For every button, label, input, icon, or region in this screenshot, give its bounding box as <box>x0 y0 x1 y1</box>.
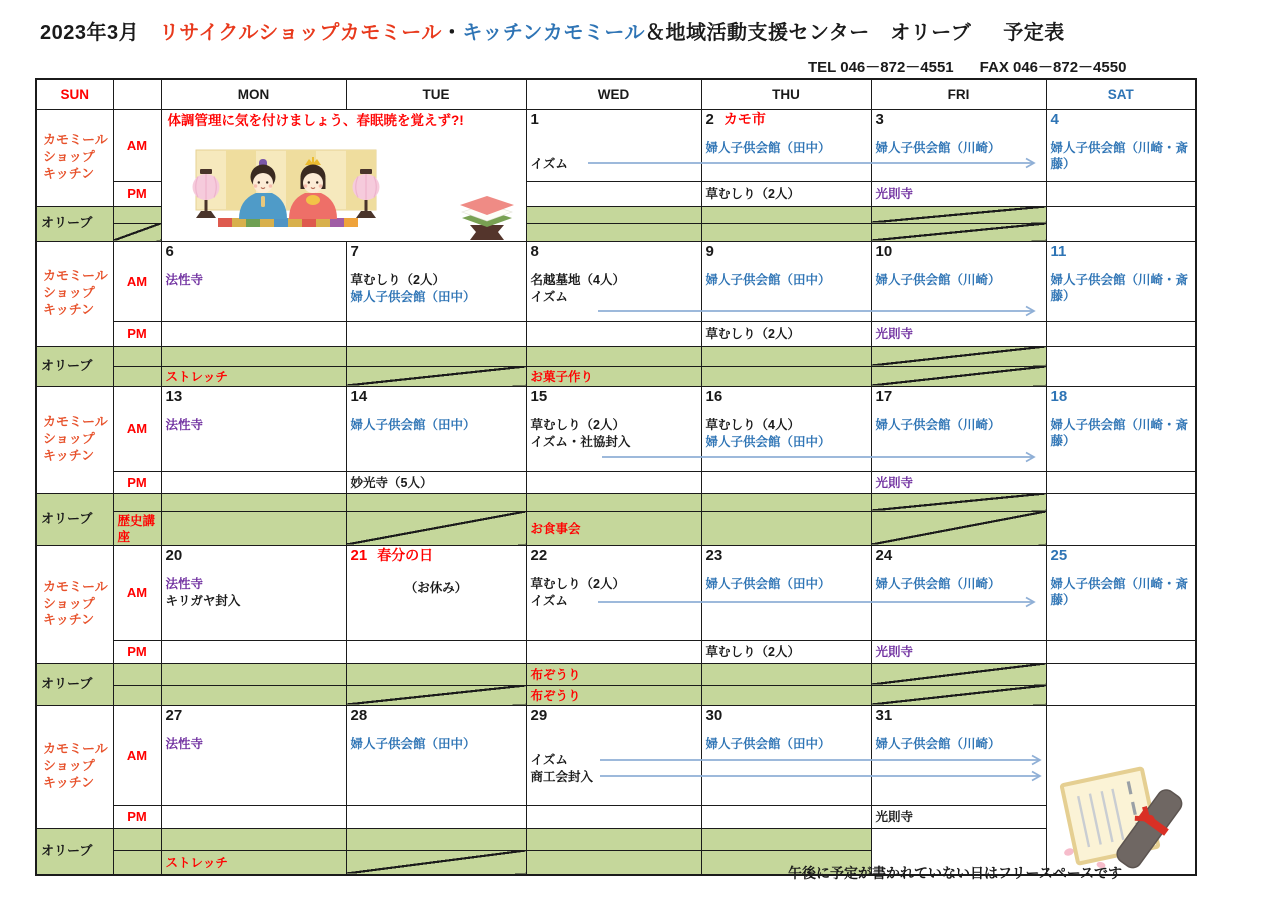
event-text: 草むしり（2人） <box>530 576 625 591</box>
contact-info <box>808 56 1126 77</box>
cell-w3-tue-olive-pm <box>161 511 346 545</box>
header-fri: FRI <box>871 79 1046 109</box>
event-text: 婦人子供会館（川崎） <box>875 417 1001 432</box>
week3-kamomile-pm-row <box>36 471 1196 493</box>
event-text: 婦人子供会館（田中） <box>350 736 476 751</box>
event-text: 光則寺 <box>875 645 914 659</box>
cell-w5-thu-olive-am <box>526 828 701 850</box>
event-text: 草むしり（2人） <box>705 327 800 341</box>
event-text: 婦人子供会館（田中） <box>705 434 831 449</box>
cell-w3-tue-am <box>346 386 526 471</box>
ampm-label: AM <box>113 386 161 471</box>
date-holiday-label: 春分の日 <box>377 546 434 563</box>
cell-w4-sat-olive-am <box>871 663 1046 685</box>
cell-w4-tue-pm <box>346 640 526 663</box>
cell-w1-sat-pm <box>1046 181 1196 206</box>
event-text: 妙光寺（5人） <box>350 475 433 490</box>
ampm-label: AM <box>113 705 161 805</box>
cell-w3-fri-olive-pm <box>701 511 871 545</box>
kamomile-label-line: ショップ <box>43 595 95 611</box>
header-sat: SAT <box>1046 79 1196 109</box>
date-number: 11 <box>1050 242 1067 260</box>
cell-w5-fri-olive-am <box>701 828 871 850</box>
title-recycle-shop: リサイクルショップカモミール <box>159 22 442 44</box>
health-notice-text: 体調管理に気を付けましょう、春眠暁を覚えず?! <box>167 112 464 128</box>
event-text: 婦人子供会館（川崎） <box>875 576 1001 591</box>
event-text: 婦人子供会館（川崎・斎藤） <box>1050 272 1189 303</box>
header-mon: MON <box>161 79 346 109</box>
cell-w1-thu-am <box>701 109 871 181</box>
week1-notice-cell <box>161 109 526 241</box>
cell-w1-sat-am <box>1046 109 1196 181</box>
date-number: 9 <box>705 242 714 260</box>
title-year-month: 2023年3月 <box>40 22 140 44</box>
event-text: 布ぞうり <box>530 667 581 682</box>
cell-w4-thu-pm <box>701 640 871 663</box>
ampm-label: PM <box>113 805 161 828</box>
cell-w3-wed-am <box>526 386 701 471</box>
cell-w2-mon-olive-am <box>113 346 161 366</box>
cell-w5-thu-olive-pm <box>526 850 701 875</box>
row-label-kamomile-w2 <box>36 241 113 346</box>
row-label-olive-w1: オリーブ <box>36 206 113 241</box>
cell-w5-tue-pm <box>346 805 526 828</box>
cell-w1-wed-olive-am <box>113 206 161 223</box>
kamomile-label-line: カモミール <box>43 578 108 594</box>
ampm-label: AM <box>113 545 161 640</box>
kamomile-label-line: カモミール <box>43 132 108 148</box>
cell-w3-sat-am <box>1046 386 1196 471</box>
hina-dolls-illustration <box>182 148 390 236</box>
date-number: 16 <box>705 387 723 405</box>
kamomile-label-line: ショップ <box>43 431 95 447</box>
date-number: 7 <box>350 242 359 260</box>
cell-w2-tue-olive-pm <box>161 366 346 386</box>
week3-olive-am-row <box>36 493 1196 511</box>
kamomile-label-line: キッチン <box>43 774 95 790</box>
ampm-label: PM <box>113 640 161 663</box>
week2-olive-am-row <box>36 346 1196 366</box>
date-number: 24 <box>875 546 893 564</box>
cell-w2-wed-pm <box>526 321 701 346</box>
cell-w3-fri-olive-am <box>701 493 871 511</box>
event-text: ストレッチ <box>165 369 228 384</box>
week3-olive-pm-row <box>36 511 1196 545</box>
cell-w2-thu-olive-am <box>526 346 701 366</box>
cell-w4-wed-am <box>526 545 701 640</box>
ampm-label: PM <box>113 321 161 346</box>
cell-w2-wed-am <box>526 241 701 321</box>
cell-w5-thu-am <box>701 705 871 805</box>
ampm-label: AM <box>113 109 161 181</box>
cell-w2-mon-pm <box>161 321 346 346</box>
cell-w1-fri-olive-am <box>701 206 871 223</box>
event-text: ストレッチ <box>165 855 228 870</box>
cell-w5-tue-olive-pm <box>161 850 346 875</box>
cell-w1-thu-olive-pm <box>526 223 701 241</box>
date-number: 28 <box>350 706 368 724</box>
row-label-kamomile-w3 <box>36 386 113 493</box>
event-text: 法性寺 <box>165 736 204 751</box>
cell-w1-sat-olive-pm <box>871 223 1046 241</box>
week4-kamomile-pm-row <box>36 640 1196 663</box>
date-number: 4 <box>1050 110 1059 128</box>
header-ampm-col <box>113 79 161 109</box>
week5-olive-am-row <box>36 828 1196 850</box>
cell-w1-fri-olive-pm <box>701 223 871 241</box>
cell-w2-fri-olive-pm <box>701 366 871 386</box>
event-text: お菓子作り <box>530 369 594 384</box>
cell-w1-thu-pm <box>701 181 871 206</box>
event-text: 布ぞうり <box>530 688 581 703</box>
cell-w2-sat-olive-pm <box>871 366 1046 386</box>
cell-w2-tue-am <box>346 241 526 321</box>
event-text: イズム・社協封入 <box>530 434 631 449</box>
event-text: キリガヤ封入 <box>165 593 241 608</box>
cell-w5-wed-pm <box>526 805 701 828</box>
cell-w2-wed-olive-pm <box>346 366 526 386</box>
footer-note: 午後に予定が書かれていない日はフリースペースです <box>788 865 1123 881</box>
schedule-table <box>35 78 1197 876</box>
cell-w5-sat-merged <box>1046 705 1196 875</box>
event-text: 婦人子供会館（川崎） <box>875 140 1001 155</box>
event-text: 婦人子供会館（川崎） <box>875 736 1001 751</box>
date-number: 29 <box>530 706 548 724</box>
cell-w2-tue-olive-am <box>161 346 346 366</box>
cell-w5-mon-olive-pm <box>113 850 161 875</box>
week5-kamomile-pm-row <box>36 805 1196 828</box>
row-label-olive-w2: オリーブ <box>36 346 113 386</box>
date-number: 2 カモ市 <box>705 110 766 128</box>
cell-w2-fri-am <box>871 241 1046 321</box>
cell-w2-tue-pm <box>346 321 526 346</box>
cell-w3-wed-olive-am <box>346 493 526 511</box>
event-text: 婦人子供会館（川崎・斎藤） <box>1050 576 1189 607</box>
cell-w4-fri-am <box>871 545 1046 640</box>
cell-w3-thu-pm <box>701 471 871 493</box>
event-text: 婦人子供会館（田中） <box>705 272 831 287</box>
fax-number: FAX 046－872－4550 <box>979 59 1127 76</box>
hishimochi-illustration <box>454 194 520 241</box>
date-number: 8 <box>530 242 539 260</box>
kamomile-label-line: カモミール <box>43 268 108 284</box>
event-text: 草むしり（2人） <box>350 272 445 287</box>
cell-w1-sat-olive-am <box>871 206 1046 223</box>
cell-w1-wed-pm <box>526 181 701 206</box>
row-label-olive-w4: オリーブ <box>36 663 113 705</box>
date-number: 6 <box>165 242 174 260</box>
cell-w1-fri-am <box>871 109 1046 181</box>
event-text: 草むしり（2人） <box>705 645 800 659</box>
cell-w4-fri-olive-pm <box>701 685 871 705</box>
cell-w5-mon-olive-am <box>113 828 161 850</box>
week4-olive-pm-row <box>36 685 1196 705</box>
ampm-label: PM <box>113 181 161 206</box>
event-text: 婦人子供会館（田中） <box>705 736 831 751</box>
event-text: 婦人子供会館（田中） <box>705 576 831 591</box>
tel-number: TEL 046－872－4551 <box>808 59 954 76</box>
cell-w3-fri-pm <box>871 471 1046 493</box>
event-text: 婦人子供会館（田中） <box>350 289 476 304</box>
cell-w4-thu-olive-pm <box>526 685 701 705</box>
date-number: 17 <box>875 387 893 405</box>
title-center-name: ＆地域活動支援センター オリーブ <box>645 22 972 44</box>
title-dot: ・ <box>441 22 463 44</box>
cell-w2-mon-am <box>161 241 346 321</box>
row-label-kamomile-w5 <box>36 705 113 828</box>
cell-w5-wed-olive-am <box>346 828 526 850</box>
cell-w4-tue-am <box>346 545 526 640</box>
cell-w3-sat-pm <box>1046 471 1196 493</box>
event-text: 光則寺 <box>875 810 914 824</box>
cell-w5-tue-olive-am <box>161 828 346 850</box>
cell-w2-mon-olive-pm <box>113 366 161 386</box>
kamomile-label-line: ショップ <box>43 758 95 774</box>
date-holiday-label: カモ市 <box>723 110 766 127</box>
header-sun: SUN <box>36 79 113 109</box>
event-text: 草むしり（2人） <box>530 417 625 432</box>
cell-w2-sat-pm <box>1046 321 1196 346</box>
week3-kamomile-am-row <box>36 386 1196 471</box>
kamomile-label-line: ショップ <box>43 285 95 301</box>
cell-w2-fri-olive-am <box>701 346 871 366</box>
kamomile-label-line: キッチン <box>43 612 95 628</box>
folding-screen <box>196 150 376 210</box>
cell-w3-mon-pm <box>161 471 346 493</box>
cell-w1-wed-am <box>526 109 701 181</box>
cell-w3-tue-pm <box>346 471 526 493</box>
event-text: イズム <box>530 593 568 608</box>
cell-w3-tue-olive-am <box>161 493 346 511</box>
date-number: 10 <box>875 242 893 260</box>
cell-w4-sat-am <box>1046 545 1196 640</box>
week4-kamomile-am-row <box>36 545 1196 640</box>
event-text: 名越墓地（4人） <box>530 272 625 287</box>
event-text: 婦人子供会館（川崎・斎藤） <box>1050 140 1189 171</box>
cell-w4-sat-pm <box>1046 640 1196 663</box>
cell-w3-fri-am <box>871 386 1046 471</box>
cell-w1-thu-olive-am <box>526 206 701 223</box>
event-text: イズム <box>530 752 568 767</box>
cell-w4-wed-pm <box>526 640 701 663</box>
kamomile-label-line: キッチン <box>43 447 95 463</box>
cell-w2-fri-pm <box>871 321 1046 346</box>
row-label-kamomile-w4 <box>36 545 113 663</box>
cell-w3-mon-am <box>161 386 346 471</box>
cell-w3-sat-olive-pm <box>871 511 1046 545</box>
kamomile-label-line: ショップ <box>43 149 95 165</box>
cell-w5-fri-pm <box>871 805 1046 828</box>
cell-w4-thu-am <box>701 545 871 640</box>
cell-w4-tue-olive-am <box>161 663 346 685</box>
date-number: 22 <box>530 546 548 564</box>
cell-w1-wed-olive-pm <box>113 223 161 241</box>
cell-w3-mon-olive-pm <box>113 511 161 545</box>
cell-w2-thu-olive-pm <box>526 366 701 386</box>
cell-w5-thu-pm <box>701 805 871 828</box>
event-text: イズム <box>530 156 568 171</box>
cell-w4-sat-olive-pm <box>871 685 1046 705</box>
event-text: 婦人子供会館（川崎） <box>875 272 1001 287</box>
event-text: 商工会封入 <box>530 769 594 784</box>
header-tue: TUE <box>346 79 526 109</box>
cell-w3-sat-olive-am <box>871 493 1046 511</box>
date-number: 15 <box>530 387 548 405</box>
cell-w3-wed-pm <box>526 471 701 493</box>
date-number: 27 <box>165 706 183 724</box>
cell-w3-thu-am <box>701 386 871 471</box>
week2-kamomile-am-row <box>36 241 1196 321</box>
date-number: 30 <box>705 706 723 724</box>
event-text: 婦人子供会館（田中） <box>705 140 831 155</box>
dais-platform <box>218 218 358 227</box>
week4-olive-am-row <box>36 663 1196 685</box>
cell-w5-mon-am <box>161 705 346 805</box>
cell-w3-wed-olive-pm <box>346 511 526 545</box>
cell-w3-thu-olive-pm <box>526 511 701 545</box>
cell-w4-wed-olive-pm <box>346 685 526 705</box>
cell-w2-sat-am <box>1046 241 1196 321</box>
cell-w5-tue-am <box>346 705 526 805</box>
date-number: 18 <box>1050 387 1068 405</box>
header-wed: WED <box>526 79 701 109</box>
event-text: 法性寺 <box>165 576 204 591</box>
cell-w5-wed-am <box>526 705 701 805</box>
row-label-olive-w3: オリーブ <box>36 493 113 545</box>
cell-w2-thu-am <box>701 241 871 321</box>
cell-w2-thu-pm <box>701 321 871 346</box>
page-title <box>40 16 1065 45</box>
header-row <box>36 79 1196 109</box>
event-text: （お休み） <box>404 580 468 595</box>
title-kitchen: キッチンカモミール <box>462 22 646 44</box>
week5-kamomile-am-row <box>36 705 1196 805</box>
event-text: 婦人子供会館（田中） <box>350 417 476 432</box>
date-number: 21 春分の日 <box>350 546 434 564</box>
row-label-olive-w5: オリーブ <box>36 828 113 875</box>
event-text: 婦人子供会館（川崎・斎藤） <box>1050 417 1189 448</box>
cell-w4-thu-olive-am <box>526 663 701 685</box>
kamomile-label-line: カモミール <box>43 741 108 757</box>
event-text: 光則寺 <box>875 327 914 341</box>
cell-w4-mon-am <box>161 545 346 640</box>
cell-w3-mon-olive-am <box>113 493 161 511</box>
cell-w4-fri-pm <box>871 640 1046 663</box>
date-number: 31 <box>875 706 893 724</box>
date-number: 23 <box>705 546 723 564</box>
event-text: お食事会 <box>530 521 581 536</box>
date-number: 20 <box>165 546 183 564</box>
cell-w5-fri-am <box>871 705 1046 805</box>
event-text: 草むしり（2人） <box>705 187 800 201</box>
cell-w5-wed-olive-pm <box>346 850 526 875</box>
cell-w4-fri-olive-am <box>701 663 871 685</box>
header-thu: THU <box>701 79 871 109</box>
cell-w4-mon-olive-am <box>113 663 161 685</box>
cell-w4-mon-olive-pm <box>113 685 161 705</box>
event-text: 光則寺 <box>875 475 914 490</box>
cell-w5-mon-pm <box>161 805 346 828</box>
week2-olive-pm-row <box>36 366 1196 386</box>
cell-w1-fri-pm <box>871 181 1046 206</box>
cell-w4-tue-olive-pm <box>161 685 346 705</box>
date-number: 3 <box>875 110 884 128</box>
date-number: 25 <box>1050 546 1068 564</box>
date-number: 14 <box>350 387 368 405</box>
graduation-certificate-illustration <box>1055 766 1193 872</box>
kamomile-label-line: カモミール <box>43 414 108 430</box>
cell-w4-wed-olive-am <box>346 663 526 685</box>
date-number: 13 <box>165 387 183 405</box>
event-text: 歴史講座 <box>117 513 156 544</box>
ampm-label: PM <box>113 471 161 493</box>
event-text: 法性寺 <box>165 417 204 432</box>
event-text: 光則寺 <box>875 187 914 201</box>
row-label-kamomile-w1 <box>36 109 113 206</box>
event-text: イズム <box>530 289 568 304</box>
event-text: 法性寺 <box>165 272 204 287</box>
cell-w2-wed-olive-am <box>346 346 526 366</box>
kamomile-label-line: キッチン <box>43 165 95 181</box>
week1-kamomile-am-row <box>36 109 1196 181</box>
week2-kamomile-pm-row <box>36 321 1196 346</box>
title-suffix: 予定表 <box>1003 22 1065 44</box>
date-number: 1 <box>530 110 539 128</box>
cell-w2-sat-olive-am <box>871 346 1046 366</box>
event-text: 草むしり（4人） <box>705 417 800 432</box>
cell-w3-thu-olive-am <box>526 493 701 511</box>
kamomile-label-line: キッチン <box>43 301 95 317</box>
ampm-label: AM <box>113 241 161 321</box>
cell-w4-mon-pm <box>161 640 346 663</box>
